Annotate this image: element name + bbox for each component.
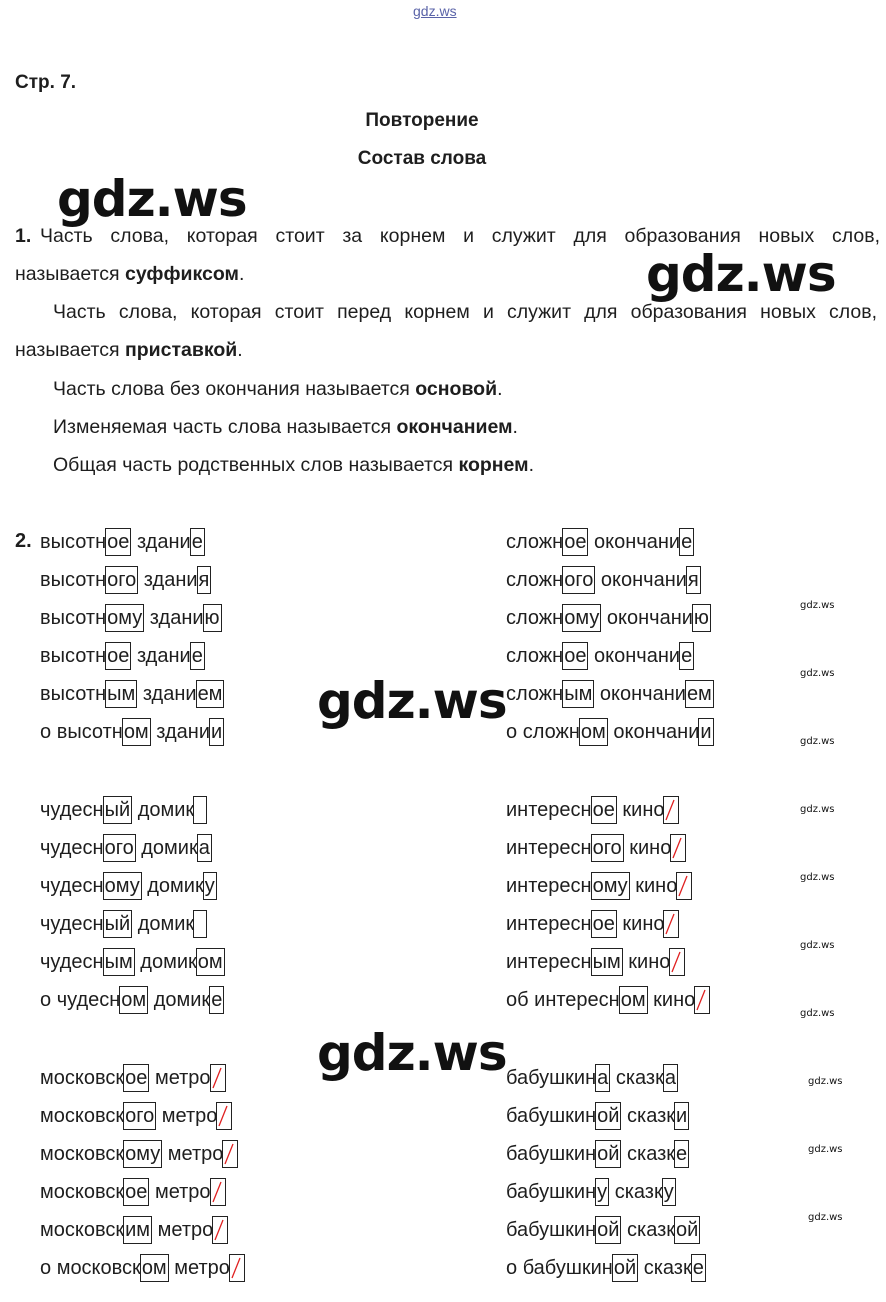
ending-box: и [698, 718, 713, 746]
right-phrase [506, 910, 679, 938]
word-stem: сказк [627, 1143, 676, 1165]
ending-box: а [663, 1064, 678, 1092]
word-stem: московск [40, 1143, 125, 1165]
word-stem: московск [56, 1257, 141, 1279]
word-stem: сложн [506, 607, 564, 629]
zero-ending-box [670, 834, 686, 862]
ending-box: ое [591, 796, 617, 824]
preposition: о [40, 1257, 57, 1279]
left-phrase [40, 1140, 238, 1168]
watermark: gdz.ws [646, 245, 836, 303]
preposition: о [40, 989, 57, 1011]
word-stem: домик [140, 951, 197, 973]
ending-box: ое [562, 642, 588, 670]
zero-slash-icon [677, 873, 689, 899]
preposition: об [506, 989, 535, 1011]
word-stem: здани [156, 721, 210, 743]
line-text: . [238, 263, 245, 285]
left-phrase [40, 604, 222, 632]
exercise-1-line [15, 262, 244, 286]
watermark: gdz.ws [317, 672, 507, 730]
zero-ending-box [229, 1254, 245, 1282]
word-stem: сложн [506, 569, 564, 591]
word-stem: чудесн [40, 913, 104, 935]
word-stem: интересн [506, 799, 592, 821]
left-phrase [40, 566, 211, 594]
right-phrase [506, 528, 694, 556]
word-stem: сказк [627, 1105, 676, 1127]
ending-box: а [197, 834, 212, 862]
word-stem: интересн [534, 989, 620, 1011]
watermark: gdz.ws [317, 1024, 507, 1082]
word-stem: бабушкин [506, 1181, 597, 1203]
right-phrase [506, 1140, 689, 1168]
ending-box: ого [103, 834, 136, 862]
left-phrase [40, 834, 212, 862]
ending-box: ом [579, 718, 608, 746]
zero-ending-box [222, 1140, 238, 1168]
word-stem: высотн [40, 683, 107, 705]
ending-box: ем [685, 680, 714, 708]
small-watermark: gdz.ws [800, 1008, 835, 1019]
ending-box: ого [123, 1102, 156, 1130]
word-stem: высотн [40, 645, 107, 667]
ending-box: ом [119, 986, 148, 1014]
word-stem: чудесн [56, 989, 121, 1011]
ending-box: ое [591, 910, 617, 938]
word-stem: интересн [506, 837, 592, 859]
ending-box: ой [595, 1216, 621, 1244]
zero-ending-box [663, 910, 679, 938]
left-phrase [40, 986, 224, 1014]
ending-box: ому [562, 604, 601, 632]
line-text: Часть слова без окончания называется [53, 378, 416, 400]
zero-slash-icon [670, 949, 682, 975]
right-phrase [506, 1102, 689, 1130]
word-stem: здани [143, 569, 198, 591]
word-stem: здани [136, 531, 191, 553]
zero-slash-icon [217, 1103, 229, 1129]
word-stem: бабушкин [506, 1219, 597, 1241]
ending-box: ому [103, 872, 142, 900]
right-phrase [506, 718, 714, 746]
zero-ending-box [212, 1216, 228, 1244]
preposition: о [40, 721, 57, 743]
exercise-2-number: 2. [15, 530, 32, 552]
page-header: Стр. 7. [15, 72, 77, 93]
ending-box: ого [105, 566, 138, 594]
word-stem: здани [142, 683, 197, 705]
left-phrase [40, 910, 207, 938]
word-stem: сложн [506, 531, 564, 553]
word-stem: сказк [643, 1257, 692, 1279]
small-watermark: gdz.ws [808, 1144, 843, 1155]
small-watermark: gdz.ws [800, 600, 835, 611]
left-phrase [40, 642, 205, 670]
ending-box: ому [591, 872, 630, 900]
zero-ending-box [663, 796, 679, 824]
ending-box: и [209, 718, 224, 746]
left-phrase [40, 796, 207, 824]
right-phrase [506, 1216, 700, 1244]
zero-slash-icon [671, 835, 683, 861]
ending-box: у [662, 1178, 676, 1206]
word-stem: кино [622, 913, 665, 935]
exercise-1-line [53, 453, 534, 477]
word-stem: чудесн [40, 875, 104, 897]
word-stem: домик [137, 913, 195, 935]
word-stem: высотн [40, 569, 107, 591]
right-phrase [506, 1254, 706, 1282]
word-stem: московск [40, 1181, 125, 1203]
word-stem: домик [147, 875, 204, 897]
ending-box: ой [612, 1254, 638, 1282]
word-stem: московск [40, 1105, 125, 1127]
exercise-1-line [53, 377, 503, 401]
word-stem: сложн [522, 721, 580, 743]
line-text: Общая часть родственных слов называется [53, 454, 459, 476]
right-phrase [506, 834, 686, 862]
ending-box: ое [123, 1178, 149, 1206]
ending-box: а [595, 1064, 610, 1092]
word-stem: сложн [506, 645, 564, 667]
word-stem: чудесн [40, 951, 104, 973]
empty-ending-box [193, 910, 207, 938]
word-stem: интересн [506, 913, 592, 935]
word-stem: метро [161, 1105, 218, 1127]
ending-box: им [123, 1216, 152, 1244]
preposition: о [506, 1257, 523, 1279]
zero-ending-box [216, 1102, 232, 1130]
ending-box: ой [674, 1216, 700, 1244]
ending-box: ому [105, 604, 144, 632]
term: приставкой [124, 339, 238, 361]
zero-slash-icon [230, 1255, 242, 1281]
zero-ending-box [210, 1064, 226, 1092]
ending-box: ого [562, 566, 595, 594]
term: основой [415, 378, 498, 400]
ending-box: ый [103, 910, 133, 938]
zero-slash-icon [664, 797, 676, 823]
small-watermark: gdz.ws [800, 940, 835, 951]
term: корнем [458, 454, 529, 476]
line-text: . [528, 454, 534, 476]
word-stem: метро [174, 1257, 230, 1279]
word-stem: домик [153, 989, 211, 1011]
word-stem: домик [141, 837, 198, 859]
word-stem: сказк [627, 1219, 676, 1241]
word-stem: домик [137, 799, 195, 821]
ending-box: ом [196, 948, 225, 976]
word-stem: московск [40, 1067, 125, 1089]
word-stem: метро [157, 1219, 214, 1241]
word-stem: интересн [506, 875, 592, 897]
right-phrase [506, 986, 710, 1014]
right-phrase [506, 796, 679, 824]
ending-box: у [203, 872, 217, 900]
line-text: . [237, 339, 243, 361]
zero-slash-icon [213, 1217, 225, 1243]
line-text: . [497, 378, 503, 400]
ending-box: ый [103, 796, 133, 824]
exercise-1-line [53, 415, 518, 439]
zero-slash-icon [223, 1141, 235, 1167]
word-stem: кино [628, 951, 671, 973]
ending-box: е [190, 642, 205, 670]
left-phrase [40, 1064, 226, 1092]
ending-box: ое [123, 1064, 149, 1092]
word-stem: бабушкин [506, 1105, 597, 1127]
zero-slash-icon [664, 911, 676, 937]
ending-box: ой [595, 1102, 621, 1130]
ending-box: ой [595, 1140, 621, 1168]
left-phrase [40, 872, 217, 900]
word-stem: окончани [613, 721, 700, 743]
zero-ending-box [210, 1178, 226, 1206]
left-phrase [40, 528, 205, 556]
line-text: Часть слова, которая стоит за корнем и служит для образования новых слов, [40, 225, 880, 247]
ending-box: ю [203, 604, 222, 632]
ending-box: ым [562, 680, 594, 708]
ending-box: ом [140, 1254, 169, 1282]
word-stem: чудесн [40, 837, 104, 859]
word-stem: высотн [40, 607, 107, 629]
small-watermark: gdz.ws [800, 804, 835, 815]
zero-slash-icon [211, 1065, 223, 1091]
small-watermark: gdz.ws [800, 872, 835, 883]
ending-box: ое [105, 528, 131, 556]
left-phrase [40, 680, 224, 708]
empty-ending-box [193, 796, 207, 824]
word-stem: кино [653, 989, 696, 1011]
right-phrase [506, 680, 714, 708]
ending-box: е [674, 1140, 689, 1168]
ending-box: ом [619, 986, 648, 1014]
line-text: Часть слова, которая стоит перед корнем и служит для образования новых слов, [53, 301, 877, 323]
left-phrase [40, 948, 225, 976]
small-watermark: gdz.ws [800, 668, 835, 679]
word-stem: сказк [615, 1067, 664, 1089]
line-text: Изменяемая часть слова называется [53, 416, 397, 438]
right-phrase [506, 566, 701, 594]
ending-box: ом [122, 718, 151, 746]
term: окончанием [396, 416, 513, 438]
ending-box: е [209, 986, 224, 1014]
word-stem: метро [154, 1067, 211, 1089]
line-text: называется [15, 263, 125, 285]
word-stem: чудесн [40, 799, 104, 821]
left-phrase [40, 1216, 228, 1244]
ending-box: у [595, 1178, 609, 1206]
right-phrase [506, 872, 692, 900]
left-phrase [40, 1102, 232, 1130]
ending-box: и [674, 1102, 689, 1130]
section-subtitle: Состав слова [357, 148, 487, 169]
right-phrase [506, 1064, 678, 1092]
ending-box: ым [103, 948, 135, 976]
exercise-1-line [15, 224, 880, 248]
ending-box: ому [123, 1140, 162, 1168]
word-stem: окончани [594, 645, 681, 667]
zero-slash-icon [695, 987, 707, 1013]
top-watermark: gdz.ws [413, 3, 457, 19]
ending-box: е [691, 1254, 706, 1282]
word-stem: метро [154, 1181, 211, 1203]
word-stem: сказк [614, 1181, 663, 1203]
zero-ending-box [694, 986, 710, 1014]
word-stem: окончани [606, 607, 693, 629]
right-phrase [506, 642, 694, 670]
word-stem: кино [635, 875, 678, 897]
word-stem: окончани [599, 683, 686, 705]
right-phrase [506, 1178, 676, 1206]
small-watermark: gdz.ws [800, 736, 835, 747]
word-stem: бабушкин [506, 1067, 597, 1089]
word-stem: бабушкин [522, 1257, 613, 1279]
left-phrase [40, 1254, 245, 1282]
word-stem: кино [629, 837, 672, 859]
word-stem: здани [149, 607, 204, 629]
zero-ending-box [676, 872, 692, 900]
word-stem: сложн [506, 683, 564, 705]
section-title: Повторение [365, 110, 479, 131]
ending-box: ем [196, 680, 225, 708]
word-stem: кино [622, 799, 665, 821]
word-stem: интересн [506, 951, 592, 973]
left-phrase [40, 1178, 226, 1206]
zero-slash-icon [211, 1179, 223, 1205]
line-text: называется [15, 339, 125, 361]
term: суффиксом [124, 263, 239, 285]
ending-box: е [679, 528, 694, 556]
ending-box: ым [591, 948, 623, 976]
word-stem: высотн [40, 531, 107, 553]
word-stem: высотн [56, 721, 123, 743]
word-stem: здани [136, 645, 191, 667]
line-text: . [512, 416, 518, 438]
ending-box: ое [105, 642, 131, 670]
ending-box: е [190, 528, 205, 556]
ending-box: ым [105, 680, 137, 708]
watermark: gdz.ws [57, 170, 247, 228]
ending-box: я [197, 566, 212, 594]
word-stem: окончани [600, 569, 687, 591]
exercise-1-line [15, 338, 243, 362]
preposition: о [506, 721, 523, 743]
ending-box: ое [562, 528, 588, 556]
right-phrase [506, 604, 711, 632]
ending-box: е [679, 642, 694, 670]
ending-box: ю [692, 604, 711, 632]
exercise-1-number: 1. [15, 225, 32, 247]
right-phrase [506, 948, 685, 976]
word-stem: метро [167, 1143, 224, 1165]
ending-box: ого [591, 834, 624, 862]
word-stem: бабушкин [506, 1143, 597, 1165]
word-stem: московск [40, 1219, 125, 1241]
ending-box: я [686, 566, 701, 594]
small-watermark: gdz.ws [808, 1212, 843, 1223]
exercise-1-line [53, 300, 877, 324]
zero-ending-box [669, 948, 685, 976]
word-stem: окончани [594, 531, 681, 553]
small-watermark: gdz.ws [808, 1076, 843, 1087]
left-phrase [40, 718, 224, 746]
